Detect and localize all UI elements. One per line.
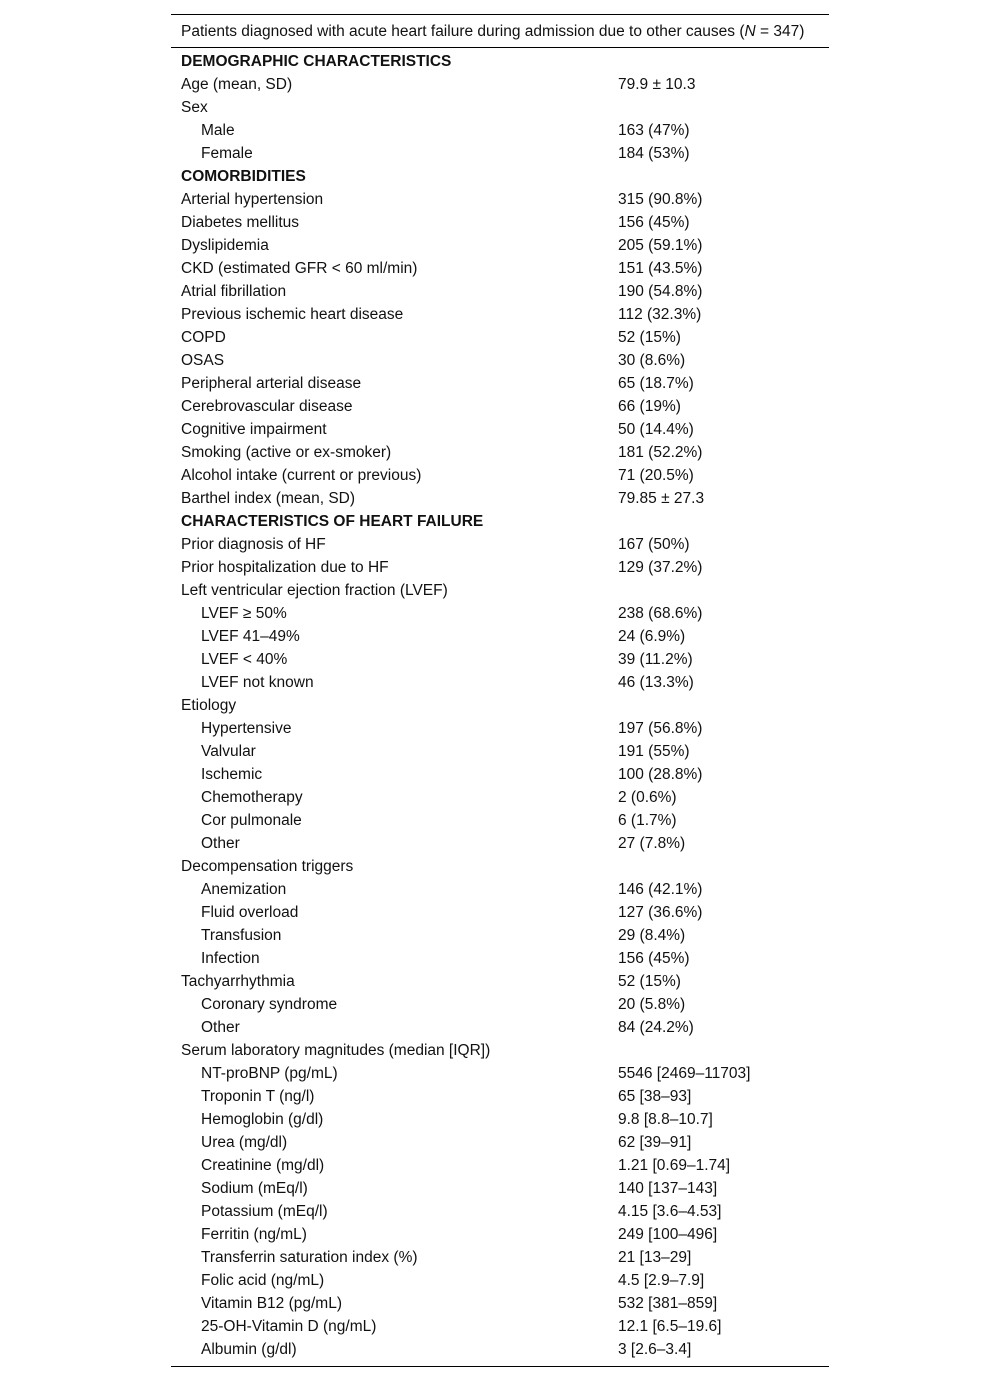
row-value: 190 (54.8%): [618, 283, 703, 300]
table-row: [171, 1292, 829, 1315]
table-row: [171, 694, 829, 717]
row-label: Coronary syndrome: [201, 996, 338, 1013]
table-body: [171, 48, 829, 1361]
row-label: Atrial fibrillation: [181, 283, 287, 300]
row-label: Transfusion: [201, 927, 282, 944]
table-row: [171, 924, 829, 947]
table-row: [171, 280, 829, 303]
table-row: [171, 326, 829, 349]
row-label: Potassium (mEq/l): [201, 1203, 328, 1220]
row-label: Left ventricular ejection fraction (LVEF): [181, 582, 448, 599]
row-value: 5546 [2469–11703]: [618, 1065, 751, 1082]
row-label: Female: [201, 145, 253, 162]
row-label: Tachyarrhythmia: [181, 973, 295, 990]
table-row: [171, 211, 829, 234]
table-row: [171, 717, 829, 740]
row-label: Peripheral arterial disease: [181, 375, 362, 392]
table-row: [171, 73, 829, 96]
table-row: [171, 993, 829, 1016]
table-row: [171, 602, 829, 625]
row-label: Hemoglobin (g/dl): [201, 1111, 324, 1128]
row-label: Male: [201, 122, 235, 139]
row-value: 46 (13.3%): [618, 674, 694, 691]
table-row: [171, 1108, 829, 1131]
row-value: 205 (59.1%): [618, 237, 703, 254]
table-row: [171, 1269, 829, 1292]
table-row: [171, 832, 829, 855]
table-row: [171, 556, 829, 579]
row-label: Valvular: [201, 743, 256, 760]
row-label: Fluid overload: [201, 904, 299, 921]
row-label: Creatinine (mg/dl): [201, 1157, 325, 1174]
table-caption: [171, 15, 829, 47]
row-label: Folic acid (ng/mL): [201, 1272, 325, 1289]
characteristics-table: [171, 14, 829, 1367]
row-value: 79.9 ± 10.3: [618, 76, 696, 93]
row-value: 112 (32.3%): [618, 306, 702, 323]
table-row: [171, 1177, 829, 1200]
table-row: [171, 96, 829, 119]
row-label: Diabetes mellitus: [181, 214, 300, 231]
row-label: Sodium (mEq/l): [201, 1180, 308, 1197]
row-value: 129 (37.2%): [618, 559, 703, 576]
row-value: 167 (50%): [618, 536, 690, 553]
caption-prefix: Patients diagnosed with acute heart failure during admission due to other causes (: [181, 23, 745, 40]
row-label: LVEF < 40%: [201, 651, 288, 668]
section-heading-row: [171, 510, 829, 533]
row-value: 71 (20.5%): [618, 467, 694, 484]
row-label: Smoking (active or ex-smoker): [181, 444, 392, 461]
table-row: [171, 349, 829, 372]
row-label: Serum laboratory magnitudes (median [IQR]): [181, 1042, 491, 1059]
table-row: [171, 142, 829, 165]
row-value: 163 (47%): [618, 122, 690, 139]
row-value: 50 (14.4%): [618, 421, 694, 438]
row-value: 238 (68.6%): [618, 605, 703, 622]
row-value: 197 (56.8%): [618, 720, 703, 737]
row-value: 156 (45%): [618, 950, 690, 967]
row-value: 100 (28.8%): [618, 766, 703, 783]
table-row: [171, 970, 829, 993]
table-row: [171, 234, 829, 257]
row-value: 2 (0.6%): [618, 789, 677, 806]
row-label: Other: [201, 835, 240, 852]
row-value: 127 (36.6%): [618, 904, 703, 921]
table-row: [171, 188, 829, 211]
row-value: 20 (5.8%): [618, 996, 686, 1013]
row-value: 65 [38–93]: [618, 1088, 692, 1105]
table-row: [171, 763, 829, 786]
row-value: 65 (18.7%): [618, 375, 694, 392]
section-heading: COMORBIDITIES: [181, 168, 306, 185]
table-row: [171, 257, 829, 280]
table-row: [171, 786, 829, 809]
row-label: Ferritin (ng/mL): [201, 1226, 307, 1243]
table-row: [171, 418, 829, 441]
table-row: [171, 947, 829, 970]
table-row: [171, 579, 829, 602]
row-label: Alcohol intake (current or previous): [181, 467, 422, 484]
row-label: Ischemic: [201, 766, 263, 783]
row-label: Arterial hypertension: [181, 191, 324, 208]
row-label: Vitamin B12 (pg/mL): [201, 1295, 342, 1312]
row-value: 39 (11.2%): [618, 651, 693, 668]
table-row: [171, 441, 829, 464]
section-heading-row: [171, 50, 829, 73]
row-value: 27 (7.8%): [618, 835, 686, 852]
row-label: LVEF ≥ 50%: [201, 605, 287, 622]
table-row: [171, 625, 829, 648]
row-label: CKD (estimated GFR < 60 ml/min): [181, 260, 418, 277]
row-value: 29 (8.4%): [618, 927, 686, 944]
bottom-rule: [171, 1366, 829, 1367]
row-value: 3 [2.6–3.4]: [618, 1341, 692, 1358]
row-value: 79.85 ± 27.3: [618, 490, 705, 507]
row-label: Hypertensive: [201, 720, 292, 737]
row-value: 249 [100–496]: [618, 1226, 718, 1243]
table-row: [171, 1315, 829, 1338]
row-label: COPD: [181, 329, 226, 346]
table-row: [171, 855, 829, 878]
table-row: [171, 901, 829, 924]
row-label: Urea (mg/dl): [201, 1134, 288, 1151]
table-row: [171, 878, 829, 901]
row-label: Infection: [201, 950, 260, 967]
table-row: [171, 648, 829, 671]
row-value: 52 (15%): [618, 329, 681, 346]
table-row: [171, 372, 829, 395]
row-value: 66 (19%): [618, 398, 681, 415]
row-label: Dyslipidemia: [181, 237, 269, 254]
row-value: 9.8 [8.8–10.7]: [618, 1111, 713, 1128]
section-heading: DEMOGRAPHIC CHARACTERISTICS: [181, 53, 452, 70]
row-label: Sex: [181, 99, 208, 116]
row-value: 12.1 [6.5–19.6]: [618, 1318, 722, 1335]
row-value: 140 [137–143]: [618, 1180, 718, 1197]
row-label: Barthel index (mean, SD): [181, 490, 356, 507]
row-value: 4.5 [2.9–7.9]: [618, 1272, 705, 1289]
table-row: [171, 1246, 829, 1269]
row-value: 24 (6.9%): [618, 628, 686, 645]
row-label: Cor pulmonale: [201, 812, 302, 829]
row-value: 52 (15%): [618, 973, 681, 990]
table-row: [171, 533, 829, 556]
row-value: 30 (8.6%): [618, 352, 686, 369]
table-row: [171, 1338, 829, 1361]
row-label: Prior hospitalization due to HF: [181, 559, 389, 576]
section-heading: CHARACTERISTICS OF HEART FAILURE: [181, 513, 484, 530]
row-label: LVEF 41–49%: [201, 628, 300, 645]
table-row: [171, 1062, 829, 1085]
table-row: [171, 1131, 829, 1154]
row-value: 181 (52.2%): [618, 444, 703, 461]
row-label: Other: [201, 1019, 240, 1036]
row-label: NT-proBNP (pg/mL): [201, 1065, 338, 1082]
row-value: 1.21 [0.69–1.74]: [618, 1157, 731, 1174]
table-row: [171, 303, 829, 326]
table-row: [171, 809, 829, 832]
table-row: [171, 1085, 829, 1108]
table-row: [171, 464, 829, 487]
table-row: [171, 1223, 829, 1246]
row-label: Decompensation triggers: [181, 858, 354, 875]
row-value: 315 (90.8%): [618, 191, 703, 208]
row-value: 84 (24.2%): [618, 1019, 694, 1036]
row-label: Transferrin saturation index (%): [201, 1249, 418, 1266]
row-label: Prior diagnosis of HF: [181, 536, 326, 553]
table-row: [171, 395, 829, 418]
row-label: Troponin T (ng/l): [201, 1088, 315, 1105]
row-label: Previous ischemic heart disease: [181, 306, 404, 323]
row-label: 25-OH-Vitamin D (ng/mL): [201, 1318, 377, 1335]
row-label: Age (mean, SD): [181, 76, 293, 93]
row-value: 21 [13–29]: [618, 1249, 692, 1266]
table-row: [171, 1039, 829, 1062]
table-row: [171, 671, 829, 694]
row-value: 62 [39–91]: [618, 1134, 692, 1151]
row-value: 191 (55%): [618, 743, 690, 760]
row-label: Albumin (g/dl): [201, 1341, 297, 1358]
row-value: 146 (42.1%): [618, 881, 703, 898]
row-value: 4.15 [3.6–4.53]: [618, 1203, 722, 1220]
row-label: OSAS: [181, 352, 225, 369]
table-row: [171, 1200, 829, 1223]
row-value: 6 (1.7%): [618, 812, 677, 829]
row-value: 532 [381–859]: [618, 1295, 718, 1312]
row-label: Anemization: [201, 881, 287, 898]
table-row: [171, 1154, 829, 1177]
row-value: 184 (53%): [618, 145, 690, 162]
table-row: [171, 487, 829, 510]
row-label: Cerebrovascular disease: [181, 398, 353, 415]
section-heading-row: [171, 165, 829, 188]
caption-n: N: [744, 23, 756, 40]
table-row: [171, 1016, 829, 1039]
row-label: Etiology: [181, 697, 237, 714]
row-value: 156 (45%): [618, 214, 690, 231]
caption-suffix: = 347): [755, 23, 805, 40]
row-label: Chemotherapy: [201, 789, 303, 806]
row-label: LVEF not known: [201, 674, 314, 691]
row-value: 151 (43.5%): [618, 260, 703, 277]
row-label: Cognitive impairment: [181, 421, 327, 438]
table-row: [171, 119, 829, 142]
table-row: [171, 740, 829, 763]
